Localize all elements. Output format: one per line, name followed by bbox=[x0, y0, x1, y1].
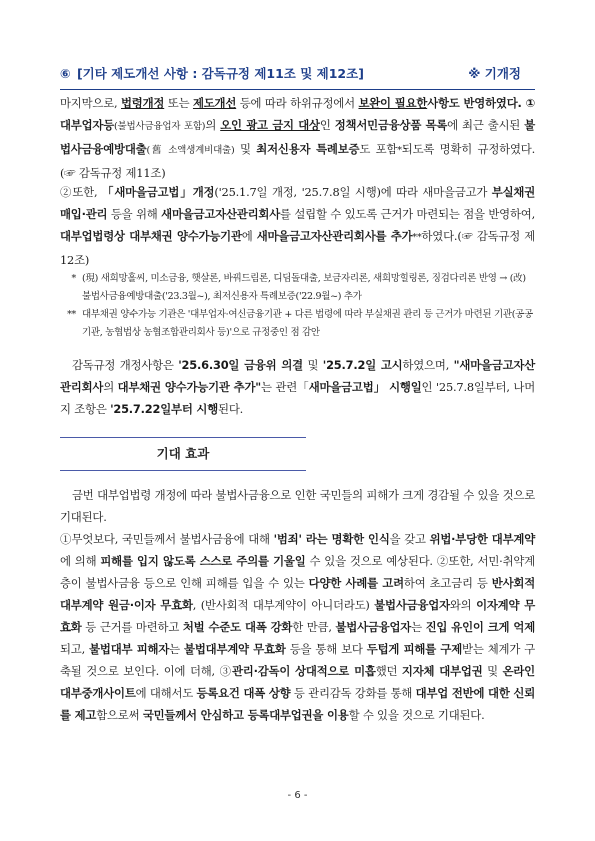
para1-bold: 최저신용자 특례보증 bbox=[256, 142, 360, 156]
para5-text: 는 bbox=[169, 642, 185, 656]
para5-text: 할 수 있을 것으로 기대된다. bbox=[348, 708, 485, 722]
para2-bold: 대부업법령상 대부채권 양수가능기관 bbox=[60, 229, 242, 243]
para5-text: 에 대해서도 bbox=[135, 686, 197, 700]
para5-bold: 온라인 대부중개사이트 bbox=[60, 664, 535, 700]
para5-bold: 처벌 수준도 대폭 강화 bbox=[182, 620, 293, 634]
paragraph-2 bbox=[60, 181, 535, 271]
section-tag: ※ 기개정 bbox=[468, 66, 521, 81]
para1-text: 인 bbox=[319, 118, 335, 132]
page-number: - 6 - bbox=[287, 790, 308, 801]
para5-bold: '범죄' 라는 명확한 인식 bbox=[273, 532, 390, 546]
para3-bold: 새마을금고법」 시행일 bbox=[308, 380, 422, 394]
para5-text: 수 있을 것으로 예상된다. ②또한, 서민·취약계층이 불법사금융 등으로 인해 피해를 입을 수 있는 bbox=[60, 554, 535, 590]
para4-text: 금번 대부업법령 개정에 따라 불법사금융으로 인한 국민들의 피해가 크게 경감될 수 있을 것으로 기대된다. bbox=[60, 488, 535, 524]
para5-bold: 관리·감독이 상대적으로 미흡 bbox=[231, 664, 376, 678]
para2-footnote-mark: ** bbox=[412, 232, 422, 243]
para1-small: (불법사금융업자 포함) bbox=[114, 121, 206, 132]
para5-bold: 불법사금융업자 bbox=[374, 598, 450, 612]
footnote-mark: * bbox=[71, 273, 76, 284]
para2-text: 등을 위해 bbox=[107, 207, 162, 221]
para1-text: 도 포함 bbox=[359, 142, 398, 156]
para5-text: 을 갖고 bbox=[389, 532, 430, 546]
para2-bold: 새마을금고자산관리회사를 추가 bbox=[256, 229, 413, 243]
para3-text: 하였으며, bbox=[402, 358, 454, 372]
para1-bold: ①대부업자등 bbox=[60, 96, 536, 132]
para5-bold: 위법·부당한 대부계약 bbox=[429, 532, 536, 546]
expected-effect-heading: 기대 효과 bbox=[60, 437, 306, 471]
para2-text: 를 설립할 수 있도록 근거가 마련되는 점을 반영하여, bbox=[280, 207, 535, 221]
para1-text: 에 최근 출시된 bbox=[447, 118, 525, 132]
para1-bold: 보완이 필요한 bbox=[358, 96, 428, 110]
para5-bold: 불법대부 피해자 bbox=[89, 642, 170, 656]
para1-text: 및 bbox=[234, 142, 257, 156]
para3-bold: 대부채권 양수가능기관 추가" bbox=[117, 380, 262, 394]
para1-footnote-mark: * bbox=[397, 145, 402, 156]
para3-text: 된다. bbox=[218, 402, 244, 416]
para1-bold: 오인 광고 금지 대상 bbox=[220, 118, 320, 132]
para5-text: 한 만큼, bbox=[292, 620, 336, 634]
footnote-item bbox=[60, 306, 535, 342]
footnote-mark: ** bbox=[67, 309, 76, 320]
para2-bold: 「새마을금고법」개정 bbox=[102, 185, 215, 199]
para1-text: 마지막으로, bbox=[60, 96, 121, 110]
section-title: [기타 제도개선 사항 : 감독규정 제11조 및 제12조] bbox=[76, 66, 364, 81]
para3-bold: '25.6.30일 금융위 의결 bbox=[178, 358, 303, 372]
para3-text: 의 bbox=[103, 380, 118, 394]
para2-bold: 부실채권 매입·관리 bbox=[60, 185, 536, 221]
para5-bold: 불법대부계약 무효화 bbox=[184, 642, 286, 656]
para5-bold: 이자계약 무효화 bbox=[60, 598, 535, 634]
para2-text: ②또한, bbox=[60, 185, 102, 199]
paragraph-1 bbox=[60, 92, 535, 184]
para3-bold: "새마을금고자산관리회사 bbox=[60, 358, 536, 394]
para5-text: 와의 bbox=[449, 598, 477, 612]
para1-text: 또는 bbox=[164, 96, 193, 110]
para5-bold: 불법사금융업자 bbox=[335, 620, 412, 634]
para5-text: 받는 체계가 구축될 것으로 보인다. 이에 더해, ③ bbox=[60, 642, 536, 678]
para1-text: 되도록 명확히 규정하였다. (☞ 감독규정 제11조) bbox=[60, 142, 535, 180]
para5-text: , (반사회적 대부계약이 아니더라도) bbox=[192, 598, 375, 612]
para5-bold: 대부업 전반에 대한 신뢰를 제고 bbox=[60, 686, 536, 722]
para5-text: 하여 초고금리 등 bbox=[403, 576, 492, 590]
para5-text: 함으로써 bbox=[96, 708, 143, 722]
para1-text: 의 bbox=[205, 118, 221, 132]
para5-bold: 국민들께서 안심하고 등록대부업권을 이용 bbox=[142, 708, 349, 722]
para3-text: 및 bbox=[302, 358, 323, 372]
para5-text: 는 bbox=[411, 620, 426, 634]
footnote-item bbox=[60, 270, 535, 306]
footnotes bbox=[60, 270, 535, 342]
para5-text: 등을 통해 보다 bbox=[285, 642, 367, 656]
footnote-text: (現) 새희망홀씨, 미소금융, 햇살론, 바꿔드림론, 디딤돌대출, 보금자리론, 새희망힐링론, 징검다리론 반영 → (改) 불법사금융예방대출('23.3월~), 최저신용자 특례보증('22.9월~) 추가 bbox=[82, 273, 526, 302]
para5-text: 했던 bbox=[375, 664, 402, 678]
para3-bold: '25.7.2일 고시 bbox=[322, 358, 403, 372]
para1-bold: 정책서민금융상품 목록 bbox=[334, 118, 448, 132]
para3-bold: '25.7.22일부터 시행 bbox=[110, 402, 219, 416]
para2-text: ('25.1.7일 개정, '25.7.8일 시행)에 따라 새마을금고가 bbox=[214, 185, 492, 199]
para1-text: 등에 따라 하위규정에서 bbox=[236, 96, 359, 110]
para3-text: 감독규정 개정사항은 bbox=[72, 358, 179, 372]
para5-bold: 다양한 사례를 고려 bbox=[308, 576, 404, 590]
para3-text: 인 '25.7.8일부터, 나머지 조항은 bbox=[60, 380, 536, 416]
para5-bold: 지자체 대부업권 bbox=[401, 664, 483, 678]
para5-text: 등 관리감독 강화를 통해 bbox=[290, 686, 416, 700]
para1-bold: 불법사금융예방대출 bbox=[60, 118, 535, 156]
para5-bold: 진입 유인이 크게 억제 bbox=[425, 620, 535, 634]
paragraph-5 bbox=[60, 528, 535, 726]
para1-text: 사항도 반영하였다. bbox=[427, 96, 526, 110]
para5-text: 및 bbox=[482, 664, 503, 678]
para3-text: 는 관련「 bbox=[261, 380, 309, 394]
para5-text: 등 근거를 마련하고 bbox=[81, 620, 183, 634]
paragraph-3 bbox=[60, 354, 535, 420]
section-number: ⑥ bbox=[60, 66, 71, 81]
para5-text: 에 의해 bbox=[60, 554, 101, 568]
para1-bold: 제도개선 bbox=[192, 96, 237, 110]
para1-small: (舊 소액생계비대출) bbox=[146, 145, 235, 156]
para5-bold: 두텁게 피해를 구제 bbox=[366, 642, 463, 656]
para5-text: 되고, bbox=[60, 642, 90, 656]
para5-text: ①무엇보다, 국민들께서 불법사금융에 대해 bbox=[60, 532, 274, 546]
para5-bold: 피해를 입지 않도록 스스로 주의를 기울일 bbox=[100, 554, 306, 568]
section-heading bbox=[60, 64, 535, 88]
paragraph-4 bbox=[60, 484, 535, 528]
footnote-text: 대부채권 양수가능 기관은 '대부업자·여신금융기관 + 다른 법령에 따라 부실채권 관리 등 근거가 마련된 기관(공공기관, 농협법상 농협조합관리회사 등)'으로 규정중인 점 감안 bbox=[82, 309, 533, 338]
para2-bold: 새마을금고자산관리회사 bbox=[161, 207, 280, 221]
para1-bold: 법령개정 bbox=[121, 96, 165, 110]
para5-bold: 등록요건 대폭 상향 bbox=[196, 686, 291, 700]
para5-bold: 반사회적 대부계약 원금·이자 무효화 bbox=[60, 576, 535, 612]
para2-text: 에 bbox=[241, 229, 257, 243]
para2-text: 하였다.(☞ 감독규정 제12조) bbox=[60, 229, 535, 267]
heading-rule bbox=[60, 89, 535, 90]
